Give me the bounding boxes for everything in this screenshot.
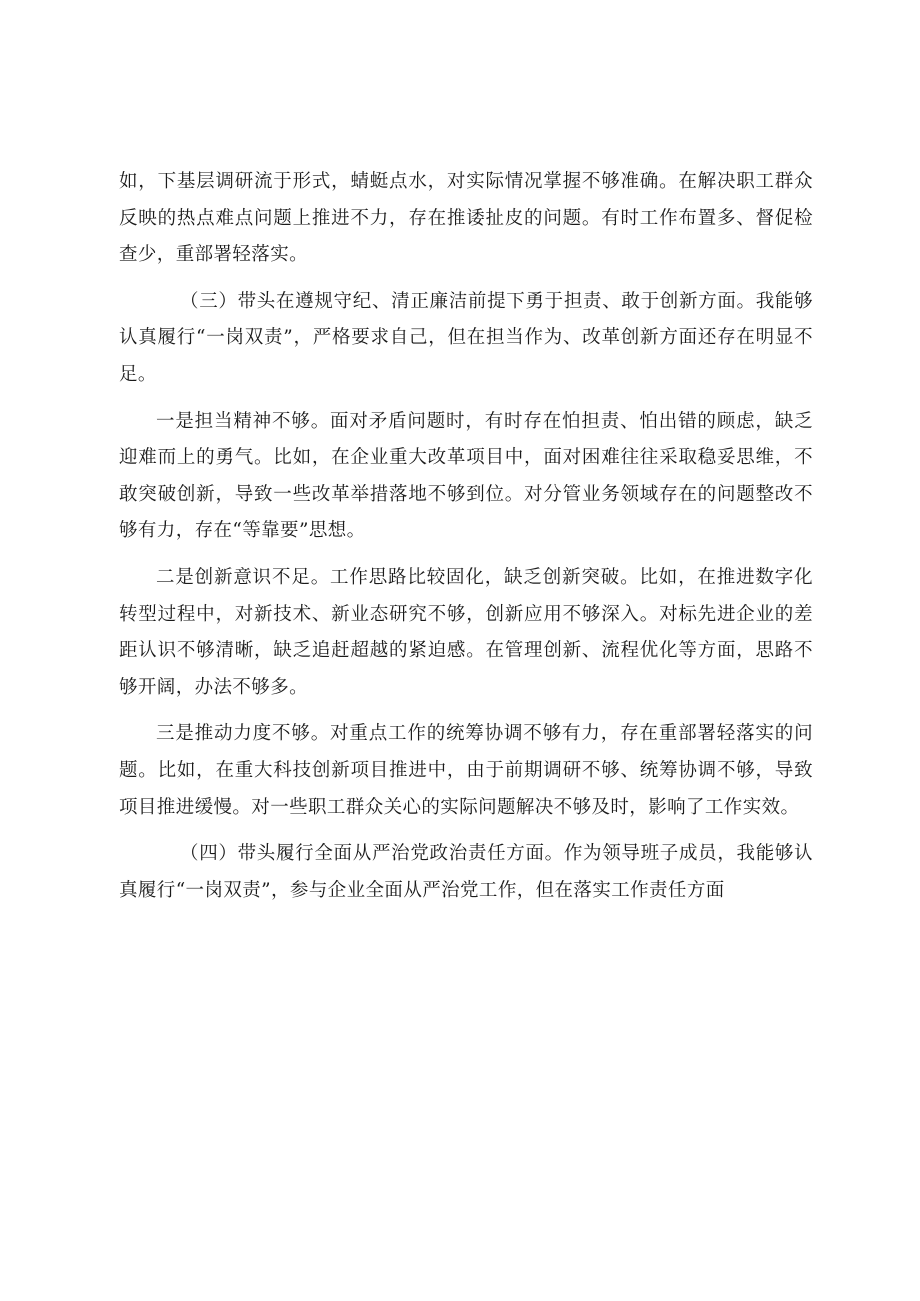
paragraph-section-three-heading: （三）带头在遵规守纪、清正廉洁前提下勇于担责、敢于创新方面。我能够认真履行“一岗双责”，严格要求自己，但在担当作为、改革创新方面还存在明显不足。	[119, 290, 813, 385]
paragraph-continuation: 如，下基层调研流于形式，蜻蜓点水，对实际情况掌握不够准确。在解决职工群众反映的热点难点问题上推进不力，存在推诿扯皮的问题。有时工作布置多、督促检查少，重部署轻落实。	[119, 171, 813, 266]
document-body	[119, 164, 813, 909]
paragraph-section-four-heading: （四）带头履行全面从严治党政治责任方面。作为领导班子成员，我能够认真履行“一岗双责”，参与企业全面从严治党工作，但在落实工作责任方面	[119, 843, 813, 901]
paragraph-point-two: 二是创新意识不足。工作思路比较固化，缺乏创新突破。比如，在推进数字化转型过程中，对新技术、新业态研究不够，创新应用不够深入。对标先进企业的差距认识不够清晰，缺乏追赶超越的紧迫感。在管理创新、流程优化等方面，思路不够开阔，办法不够多。	[119, 566, 813, 698]
paragraph-point-one: 一是担当精神不够。面对矛盾问题时，有时存在怕担责、怕出错的顾虑，缺乏迎难而上的勇气。比如，在企业重大改革项目中，面对困难往往采取稳妥思维，不敢突破创新，导致一些改革举措落地不够到位。对分管业务领域存在的问题整改不够有力，存在“等靠要”思想。	[119, 410, 813, 542]
paragraph-point-three: 三是推动力度不够。对重点工作的统筹协调不够有力，存在重部署轻落实的问题。比如，在重大科技创新项目推进中，由于前期调研不够、统筹协调不够，导致项目推进缓慢。对一些职工群众关心的实际问题解决不够及时，影响了工作实效。	[119, 723, 813, 818]
